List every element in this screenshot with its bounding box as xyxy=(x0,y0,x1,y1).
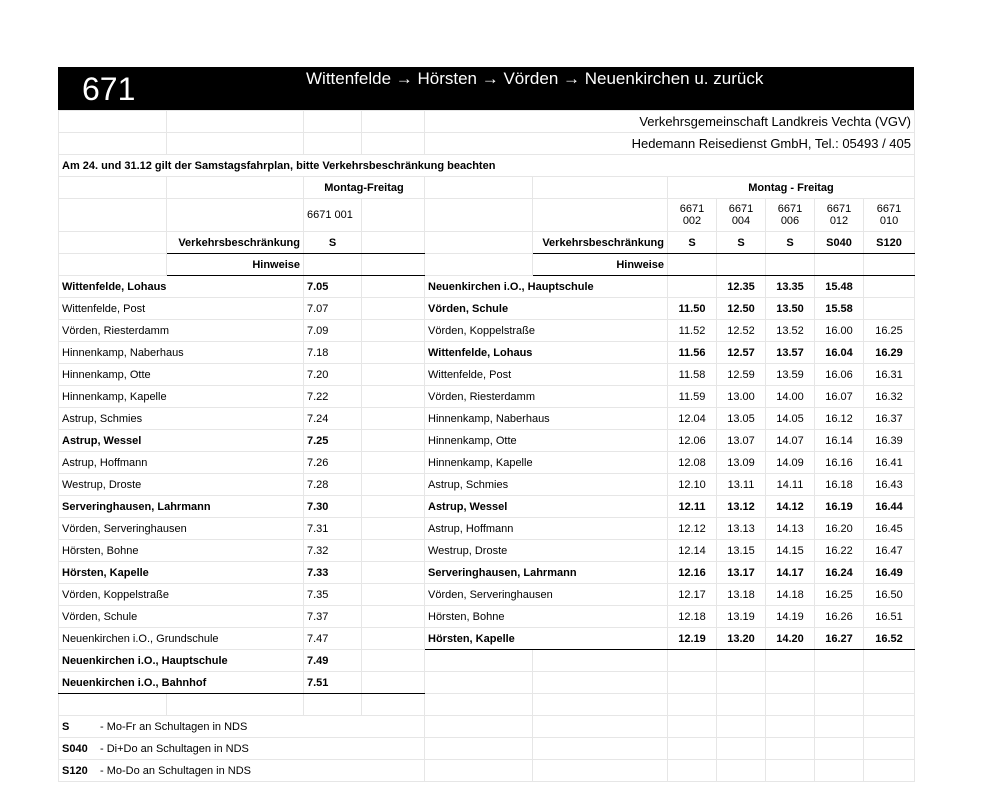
inbound-stop-time: 13.19 xyxy=(717,606,766,628)
inbound-stop-name: Vörden, Serveringhausen xyxy=(425,584,668,606)
table-row xyxy=(59,386,915,408)
inbound-stop-time: 16.25 xyxy=(815,584,864,606)
inbound-stop-time: 16.06 xyxy=(815,364,864,386)
legend-text: - Mo-Fr an Schultagen in NDS xyxy=(100,720,248,733)
legend-code: S xyxy=(62,720,70,733)
table-row xyxy=(59,452,915,474)
inbound-stop-time: 13.20 xyxy=(717,628,766,650)
restriction-label: Verkehrsbeschränkung xyxy=(533,232,668,254)
inbound-stop-time: 14.13 xyxy=(766,518,815,540)
inbound-stop-time: 14.07 xyxy=(766,430,815,452)
inbound-stop-time: 16.14 xyxy=(815,430,864,452)
restriction-label: Verkehrsbeschränkung xyxy=(167,232,304,254)
inbound-stop-time: 16.16 xyxy=(815,452,864,474)
inbound-trip-number: 6671 010 xyxy=(864,199,915,232)
outbound-stop-name: Astrup, Schmies xyxy=(59,408,304,430)
operator-association: Verkehrsgemeinschaft Landkreis Vechta (VGV) xyxy=(425,111,915,133)
inbound-stop-time xyxy=(864,298,915,320)
inbound-stop-time: 12.52 xyxy=(717,320,766,342)
inbound-stop-time: 13.17 xyxy=(717,562,766,584)
table-row xyxy=(59,320,915,342)
inbound-stop-time: 12.35 xyxy=(717,276,766,298)
table-row xyxy=(59,518,915,540)
outbound-stop-time: 7.24 xyxy=(304,408,362,430)
outbound-stop-name: Hinnenkamp, Kapelle xyxy=(59,386,304,408)
inbound-trip-number: 6671 012 xyxy=(815,199,864,232)
inbound-stop-time: 16.49 xyxy=(864,562,915,584)
table-row xyxy=(59,628,915,650)
inbound-stop-time: 16.27 xyxy=(815,628,864,650)
hints-label: Hinweise xyxy=(167,254,304,276)
table-row xyxy=(59,672,915,694)
outbound-stop-time: 7.20 xyxy=(304,364,362,386)
outbound-stop-name: Hinnenkamp, Otte xyxy=(59,364,304,386)
inbound-stop-time: 12.18 xyxy=(668,606,717,628)
timetable-grid xyxy=(58,110,915,782)
outbound-stop-time: 7.32 xyxy=(304,540,362,562)
hints-label: Hinweise xyxy=(533,254,668,276)
outbound-stop-name: Neuenkirchen i.O., Bahnhof xyxy=(59,672,304,694)
operator-company: Hedemann Reisedienst GmbH, Tel.: 05493 / 405 xyxy=(425,133,915,155)
inbound-stop-time: 16.20 xyxy=(815,518,864,540)
inbound-stop-name: Vörden, Koppelstraße xyxy=(425,320,668,342)
outbound-trip-number: 6671 001 xyxy=(304,199,362,232)
inbound-stop-time: 16.51 xyxy=(864,606,915,628)
inbound-stop-time: 16.07 xyxy=(815,386,864,408)
outbound-stop-time: 7.18 xyxy=(304,342,362,364)
inbound-stop-time: 15.58 xyxy=(815,298,864,320)
table-row xyxy=(59,342,915,364)
table-row xyxy=(59,364,915,386)
outbound-stop-name: Hörsten, Bohne xyxy=(59,540,304,562)
inbound-stop-time: 14.12 xyxy=(766,496,815,518)
outbound-stop-time: 7.09 xyxy=(304,320,362,342)
inbound-stop-time: 11.56 xyxy=(668,342,717,364)
outbound-stop-time: 7.31 xyxy=(304,518,362,540)
legend-text: - Mo-Do an Schultagen in NDS xyxy=(100,764,252,777)
inbound-stop-name: Neuenkirchen i.O., Hauptschule xyxy=(425,276,668,298)
outbound-stop-time: 7.05 xyxy=(304,276,362,298)
inbound-stop-time: 13.05 xyxy=(717,408,766,430)
inbound-stop-time: 16.12 xyxy=(815,408,864,430)
holiday-notice: Am 24. und 31.12 gilt der Samstagsfahrplan, bitte Verkehrsbeschränkung beachten xyxy=(59,155,915,177)
inbound-stop-time: 16.37 xyxy=(864,408,915,430)
legend-text: - Di+Do an Schultagen in NDS xyxy=(100,742,249,755)
inbound-stop-time: 16.44 xyxy=(864,496,915,518)
inbound-stop-time: 16.00 xyxy=(815,320,864,342)
outbound-stop-name: Neuenkirchen i.O., Hauptschule xyxy=(59,650,304,672)
inbound-stop-time: 13.11 xyxy=(717,474,766,496)
inbound-stop-time: 13.57 xyxy=(766,342,815,364)
table-row xyxy=(59,540,915,562)
outbound-stop-name: Vörden, Riesterdamm xyxy=(59,320,304,342)
inbound-stop-time: 16.26 xyxy=(815,606,864,628)
outbound-stop-time: 7.37 xyxy=(304,606,362,628)
outbound-stop-name: Westrup, Droste xyxy=(59,474,304,496)
table-row xyxy=(59,298,915,320)
inbound-stop-time: 16.50 xyxy=(864,584,915,606)
inbound-stop-time: 14.18 xyxy=(766,584,815,606)
inbound-stop-name: Astrup, Hoffmann xyxy=(425,518,668,540)
inbound-stop-time: 12.17 xyxy=(668,584,717,606)
inbound-stop-time: 15.48 xyxy=(815,276,864,298)
outbound-stop-time: 7.07 xyxy=(304,298,362,320)
inbound-stop-name: Vörden, Riesterdamm xyxy=(425,386,668,408)
timetable-sheet xyxy=(58,67,914,782)
inbound-stop-time: 13.35 xyxy=(766,276,815,298)
inbound-stop-time xyxy=(864,276,915,298)
inbound-stop-time: 16.31 xyxy=(864,364,915,386)
inbound-stop-time: 13.13 xyxy=(717,518,766,540)
inbound-stop-time: 16.43 xyxy=(864,474,915,496)
table-row xyxy=(59,694,915,716)
table-row xyxy=(59,760,915,782)
table-row xyxy=(59,276,915,298)
outbound-stop-name: Wittenfelde, Post xyxy=(59,298,304,320)
outbound-stop-name: Hörsten, Kapelle xyxy=(59,562,304,584)
outbound-days: Montag-Freitag xyxy=(304,177,425,199)
inbound-stop-time: 13.52 xyxy=(766,320,815,342)
outbound-stop-name: Wittenfelde, Lohaus xyxy=(59,276,304,298)
inbound-stop-time: 12.04 xyxy=(668,408,717,430)
outbound-stop-name: Hinnenkamp, Naberhaus xyxy=(59,342,304,364)
inbound-stop-time: 12.50 xyxy=(717,298,766,320)
inbound-stop-time: 12.14 xyxy=(668,540,717,562)
table-row xyxy=(59,584,915,606)
outbound-restriction: S xyxy=(304,232,362,254)
inbound-stop-time: 14.11 xyxy=(766,474,815,496)
outbound-stop-name: Astrup, Wessel xyxy=(59,430,304,452)
inbound-stop-time: 16.19 xyxy=(815,496,864,518)
inbound-stop-time: 11.50 xyxy=(668,298,717,320)
table-row xyxy=(59,430,915,452)
inbound-stop-time: 13.07 xyxy=(717,430,766,452)
inbound-stop-time: 16.45 xyxy=(864,518,915,540)
inbound-days: Montag - Freitag xyxy=(668,177,915,199)
outbound-stop-name: Astrup, Hoffmann xyxy=(59,452,304,474)
outbound-stop-time: 7.26 xyxy=(304,452,362,474)
outbound-stop-time: 7.35 xyxy=(304,584,362,606)
inbound-stop-time: 13.09 xyxy=(717,452,766,474)
inbound-stop-name: Westrup, Droste xyxy=(425,540,668,562)
inbound-stop-time: 11.59 xyxy=(668,386,717,408)
legend-entry xyxy=(59,760,425,782)
outbound-stop-time: 7.30 xyxy=(304,496,362,518)
route-title: Wittenfelde → Hörsten → Vörden → Neuenkirchen u. zurück xyxy=(306,69,764,88)
table-row xyxy=(59,738,915,760)
legend-code: S040 xyxy=(62,742,88,755)
inbound-stop-time: 12.12 xyxy=(668,518,717,540)
inbound-stop-time: 16.47 xyxy=(864,540,915,562)
line-number: 671 xyxy=(82,71,136,107)
outbound-stop-time: 7.25 xyxy=(304,430,362,452)
inbound-stop-name: Hinnenkamp, Kapelle xyxy=(425,452,668,474)
inbound-stop-time: 11.52 xyxy=(668,320,717,342)
legend-code: S120 xyxy=(62,764,88,777)
inbound-stop-time: 12.19 xyxy=(668,628,717,650)
inbound-stop-time: 16.04 xyxy=(815,342,864,364)
outbound-stop-time: 7.49 xyxy=(304,650,362,672)
inbound-stop-time: 16.41 xyxy=(864,452,915,474)
inbound-restriction: S xyxy=(717,232,766,254)
outbound-stop-name: Serveringhausen, Lahrmann xyxy=(59,496,304,518)
inbound-stop-name: Astrup, Schmies xyxy=(425,474,668,496)
legend-entry xyxy=(59,738,425,760)
outbound-stop-name: Neuenkirchen i.O., Grundschule xyxy=(59,628,304,650)
outbound-stop-time: 7.22 xyxy=(304,386,362,408)
legend-entry xyxy=(59,716,425,738)
inbound-stop-name: Vörden, Schule xyxy=(425,298,668,320)
inbound-restriction: S xyxy=(668,232,717,254)
inbound-stop-name: Wittenfelde, Post xyxy=(425,364,668,386)
inbound-restriction: S xyxy=(766,232,815,254)
outbound-stop-time: 7.47 xyxy=(304,628,362,650)
inbound-stop-name: Hinnenkamp, Otte xyxy=(425,430,668,452)
inbound-stop-time: 12.57 xyxy=(717,342,766,364)
inbound-stop-time: 14.17 xyxy=(766,562,815,584)
timetable-header xyxy=(58,67,914,110)
inbound-stop-time: 12.10 xyxy=(668,474,717,496)
outbound-stop-name: Vörden, Serveringhausen xyxy=(59,518,304,540)
outbound-stop-time: 7.51 xyxy=(304,672,362,694)
table-row xyxy=(59,408,915,430)
table-row xyxy=(59,606,915,628)
inbound-stop-name: Hörsten, Bohne xyxy=(425,606,668,628)
inbound-stop-name: Hörsten, Kapelle xyxy=(425,628,668,650)
table-row xyxy=(59,562,915,584)
inbound-stop-time: 14.09 xyxy=(766,452,815,474)
inbound-trip-number: 6671 004 xyxy=(717,199,766,232)
inbound-stop-time: 13.12 xyxy=(717,496,766,518)
outbound-stop-time: 7.28 xyxy=(304,474,362,496)
inbound-stop-time: 12.06 xyxy=(668,430,717,452)
outbound-stop-name: Vörden, Koppelstraße xyxy=(59,584,304,606)
table-row xyxy=(59,716,915,738)
inbound-stop-name: Astrup, Wessel xyxy=(425,496,668,518)
inbound-stop-time: 12.16 xyxy=(668,562,717,584)
inbound-trip-number: 6671 006 xyxy=(766,199,815,232)
outbound-stop-time: 7.33 xyxy=(304,562,362,584)
inbound-stop-time: 16.29 xyxy=(864,342,915,364)
inbound-stop-time: 13.59 xyxy=(766,364,815,386)
inbound-stop-time: 13.00 xyxy=(717,386,766,408)
inbound-stop-time: 14.05 xyxy=(766,408,815,430)
inbound-stop-time: 14.00 xyxy=(766,386,815,408)
inbound-stop-time: 13.15 xyxy=(717,540,766,562)
inbound-stop-time: 13.18 xyxy=(717,584,766,606)
inbound-stop-time: 12.59 xyxy=(717,364,766,386)
inbound-stop-time: 16.18 xyxy=(815,474,864,496)
inbound-stop-time: 14.15 xyxy=(766,540,815,562)
table-row xyxy=(59,650,915,672)
outbound-stop-name: Vörden, Schule xyxy=(59,606,304,628)
inbound-stop-time: 14.19 xyxy=(766,606,815,628)
inbound-stop-time: 16.32 xyxy=(864,386,915,408)
inbound-trip-number: 6671 002 xyxy=(668,199,717,232)
inbound-stop-time: 12.08 xyxy=(668,452,717,474)
inbound-stop-time: 16.25 xyxy=(864,320,915,342)
inbound-stop-name: Hinnenkamp, Naberhaus xyxy=(425,408,668,430)
inbound-stop-time: 16.24 xyxy=(815,562,864,584)
inbound-stop-time: 16.52 xyxy=(864,628,915,650)
inbound-stop-time: 14.20 xyxy=(766,628,815,650)
inbound-stop-name: Wittenfelde, Lohaus xyxy=(425,342,668,364)
table-row xyxy=(59,496,915,518)
inbound-stop-time: 16.39 xyxy=(864,430,915,452)
inbound-stop-name: Serveringhausen, Lahrmann xyxy=(425,562,668,584)
inbound-stop-time: 11.58 xyxy=(668,364,717,386)
inbound-stop-time xyxy=(668,276,717,298)
inbound-restriction: S040 xyxy=(815,232,864,254)
inbound-stop-time: 16.22 xyxy=(815,540,864,562)
table-row xyxy=(59,474,915,496)
inbound-stop-time: 12.11 xyxy=(668,496,717,518)
inbound-stop-time: 13.50 xyxy=(766,298,815,320)
inbound-restriction: S120 xyxy=(864,232,915,254)
